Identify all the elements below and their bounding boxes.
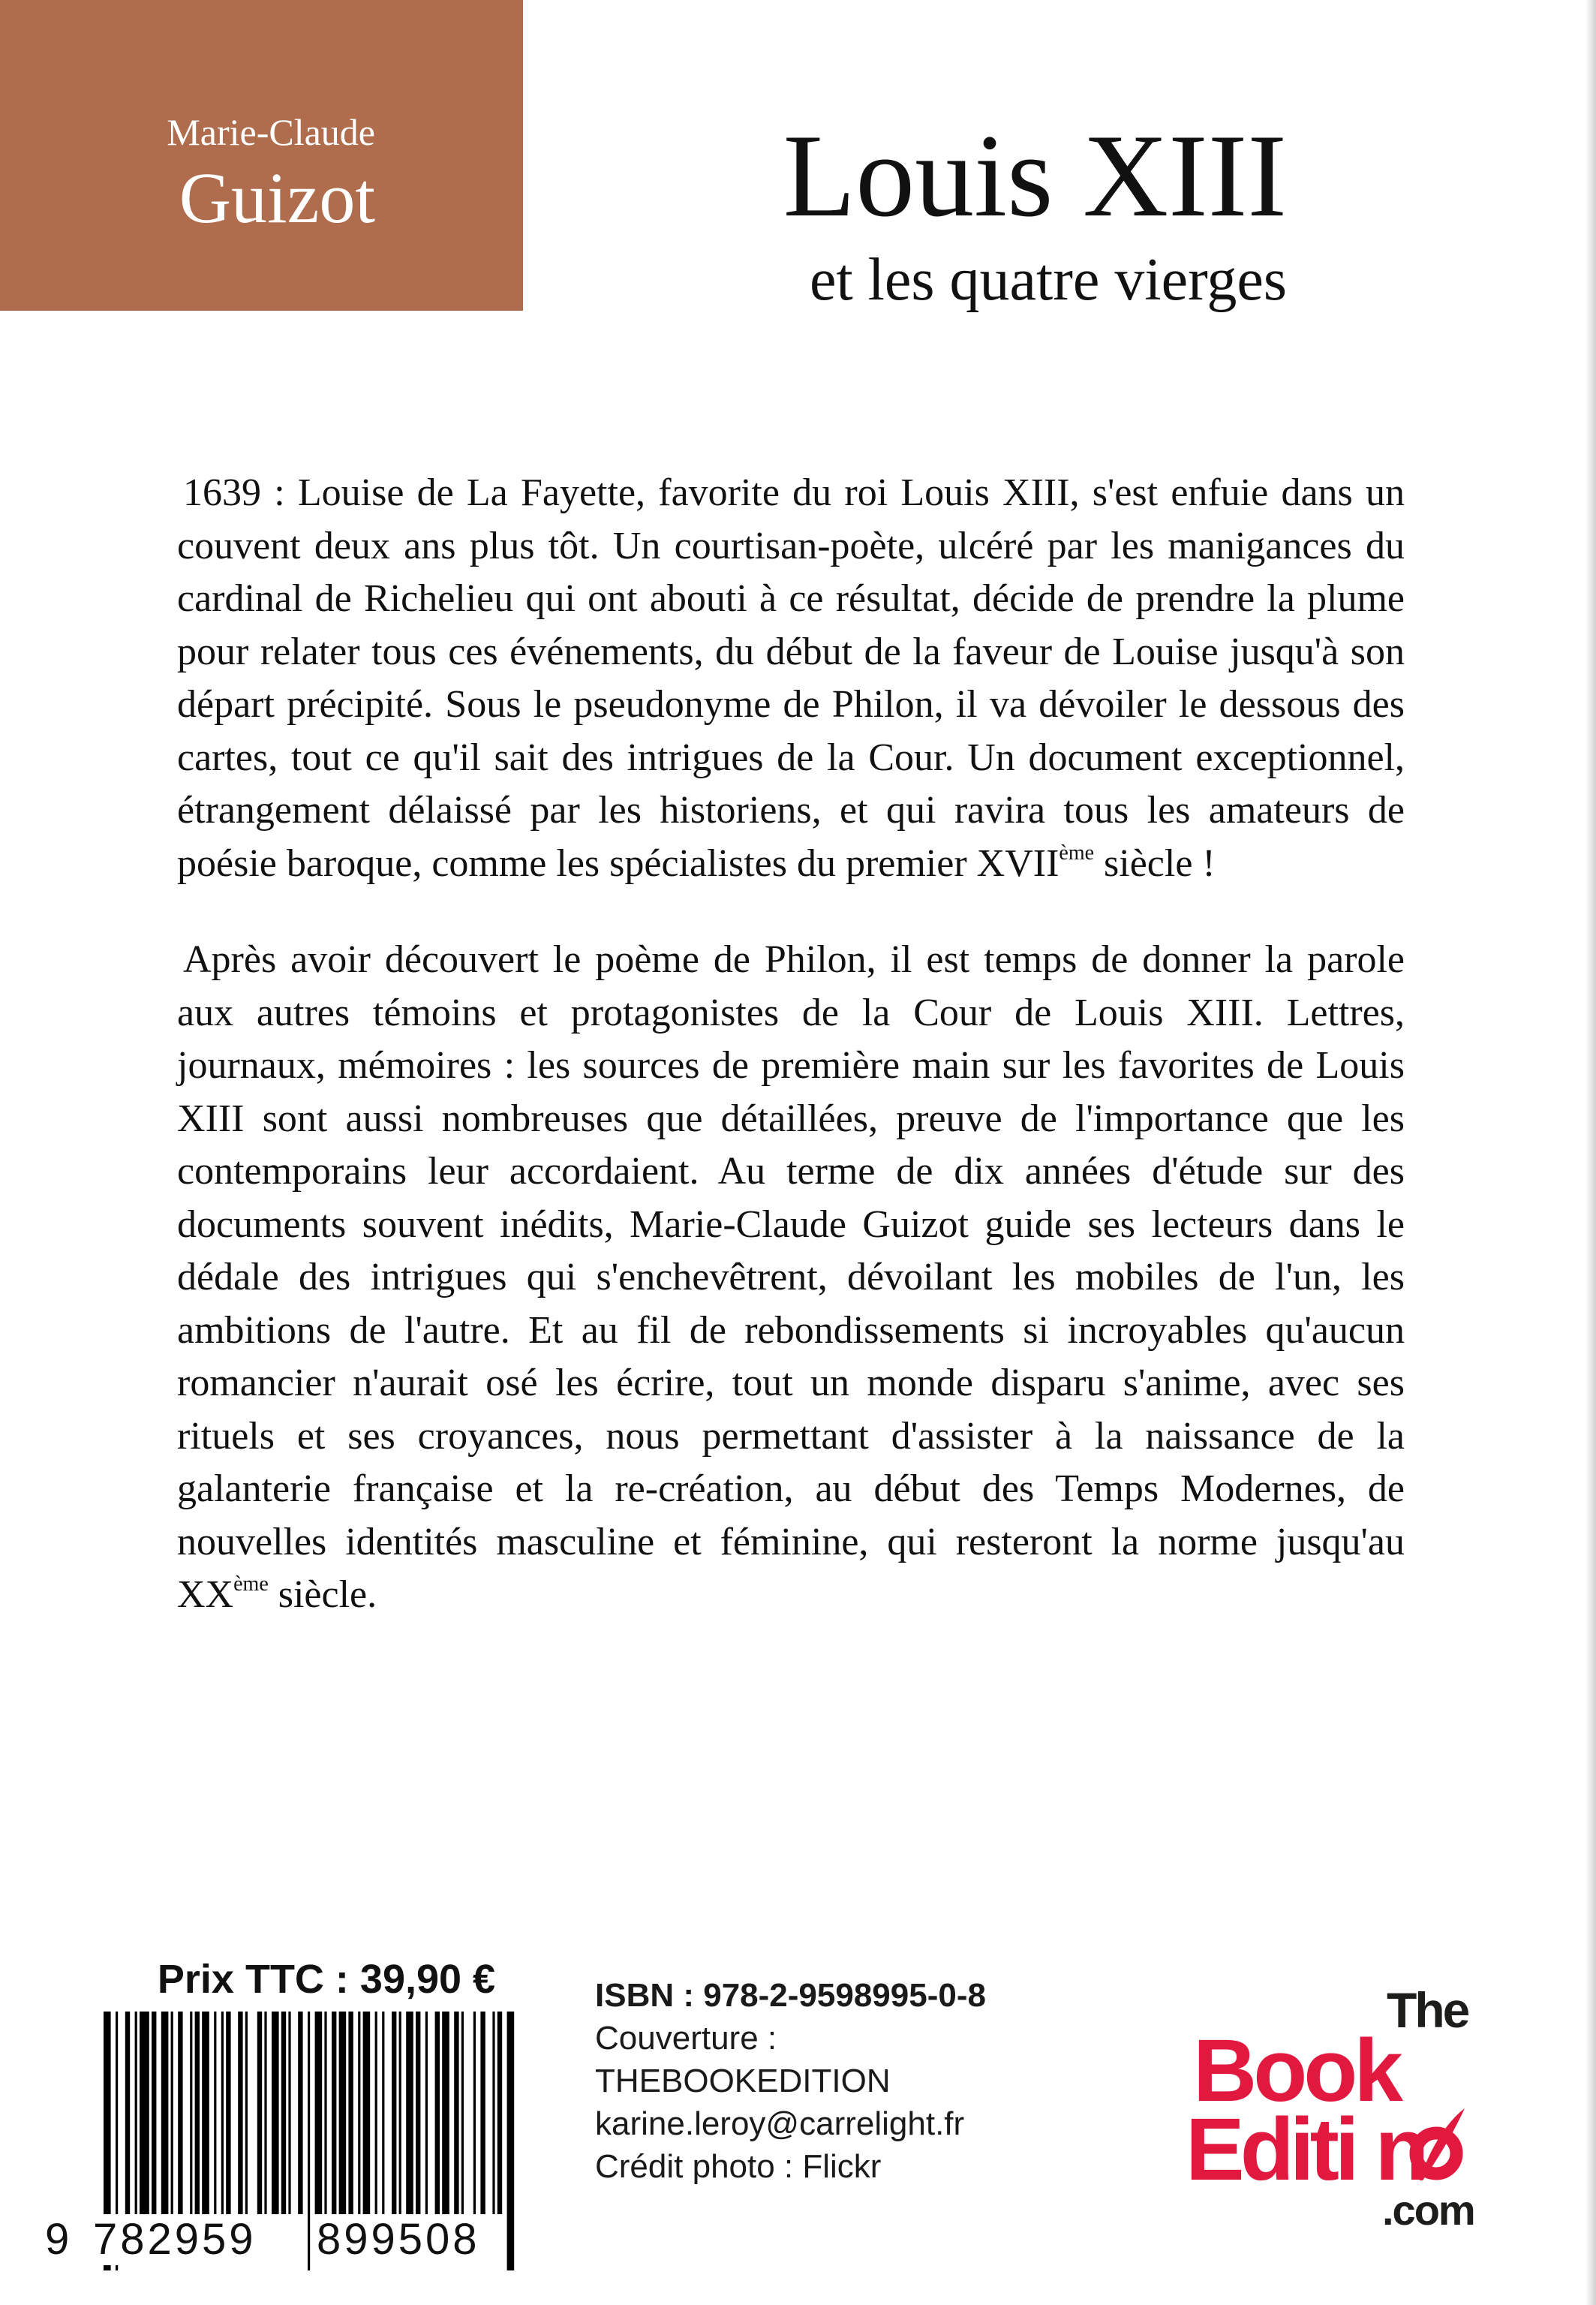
logo-edition: Editi n bbox=[1186, 2100, 1425, 2199]
barcode-bar bbox=[406, 2012, 413, 2214]
barcode-bar bbox=[245, 2012, 248, 2214]
logo-com: .com bbox=[1382, 2186, 1474, 2234]
synopsis bbox=[177, 467, 1405, 1622]
barcode-bar bbox=[425, 2012, 428, 2214]
barcode-bar bbox=[454, 2012, 458, 2214]
barcode-bar bbox=[238, 2012, 242, 2214]
synopsis-p1-tail: siècle ! bbox=[1094, 841, 1216, 885]
synopsis-paragraph-2 bbox=[177, 934, 1405, 1622]
barcode-bar bbox=[375, 2012, 377, 2214]
barcode-bar bbox=[171, 2012, 173, 2214]
page-edge-shadow bbox=[1585, 0, 1596, 2305]
barcode-bar bbox=[382, 2012, 384, 2214]
author-box bbox=[0, 0, 523, 311]
cover-value: THEBOOKEDITION bbox=[595, 2063, 891, 2099]
barcode-bar bbox=[435, 2012, 440, 2214]
barcode-bar bbox=[324, 2012, 326, 2214]
barcode-bar bbox=[288, 2012, 290, 2214]
barcode-bar bbox=[308, 2012, 310, 2270]
barcode-bar bbox=[392, 2012, 396, 2214]
synopsis-paragraph-1 bbox=[177, 467, 1405, 890]
barcode-left-digits: 782959 bbox=[93, 2215, 257, 2264]
barcode-bar bbox=[125, 2012, 130, 2214]
barcode-bar bbox=[507, 2012, 515, 2270]
barcode-bar bbox=[461, 2012, 464, 2214]
barcode-lead-digit: 9 bbox=[45, 2215, 70, 2264]
barcode-bar bbox=[178, 2012, 182, 2214]
barcode-bar bbox=[281, 2012, 286, 2214]
barcode-bar bbox=[152, 2012, 156, 2214]
publication-info bbox=[595, 1974, 1120, 2188]
barcode-bar bbox=[135, 2012, 137, 2214]
author-last-name: Guizot bbox=[179, 158, 375, 238]
synopsis-p1-superscript: ème bbox=[1059, 841, 1095, 865]
author-first-name: Marie-Claude bbox=[167, 111, 375, 153]
barcode-bar bbox=[272, 2012, 279, 2214]
barcode-bar bbox=[473, 2012, 476, 2214]
barcode-bar bbox=[195, 2012, 200, 2214]
barcode-bar bbox=[257, 2012, 262, 2214]
barcode-bar bbox=[140, 2012, 149, 2214]
synopsis-p2-superscript: ème bbox=[233, 1572, 269, 1596]
photo-credit: Crédit photo : Flickr bbox=[595, 2148, 882, 2185]
barcode-bar bbox=[264, 2012, 266, 2214]
barcode-bar bbox=[442, 2012, 449, 2214]
barcode-bar bbox=[348, 2012, 353, 2214]
barcode-bar bbox=[298, 2012, 302, 2214]
barcode-bar bbox=[492, 2012, 494, 2214]
barcode-bar bbox=[161, 2012, 169, 2214]
barcode-bar bbox=[315, 2012, 323, 2214]
barcode-bar bbox=[339, 2012, 347, 2214]
book-subtitle: et les quatre vierges bbox=[809, 247, 1287, 313]
synopsis-p2-tail: siècle. bbox=[268, 1573, 377, 1616]
barcode-bar bbox=[416, 2012, 420, 2214]
barcode-bar bbox=[221, 2012, 224, 2214]
price-label: Prix TTC : 39,90 € bbox=[157, 1957, 496, 2002]
cover-label: Couverture : bbox=[595, 2020, 777, 2057]
contact-email: karine.leroy@carrelight.fr bbox=[595, 2105, 965, 2142]
barcode-bar bbox=[226, 2012, 230, 2214]
barcode-bar bbox=[202, 2012, 209, 2214]
barcode-bar bbox=[363, 2012, 371, 2214]
barcode-right-digits: 899508 bbox=[317, 2215, 480, 2264]
logo-the: The bbox=[1387, 1982, 1468, 2038]
barcode-bar bbox=[332, 2012, 336, 2214]
barcode-bar bbox=[358, 2012, 360, 2214]
barcode-bar bbox=[214, 2012, 216, 2214]
book-title: Louis XIII bbox=[783, 110, 1287, 242]
quill-icon bbox=[1408, 2105, 1468, 2188]
barcode-bar bbox=[480, 2012, 485, 2214]
barcode-bar bbox=[497, 2012, 502, 2214]
synopsis-p2-text: Après avoir découvert le poème de Philon, il est temps de donner la parole aux autres témoins et protagonistes de la Cour de Louis XIII. Lettres, journaux, mémoires : les sources de première main sur les favorites de Louis XIII sont aussi nombreuses que détaillées, preuve de l'importance que les contemporains leur accordaient. Au terme de dix années d'étude sur des documents souvent inédits, Marie-Claude Guizot guide ses lecteurs dans le dédale des intrigues qui s'enchevêtrent, dévoilant les mobiles de l'un, les ambitions de l'autre. Et au fil de rebondissements si incroyables qu'aucun romancier n'aurait osé les écrire, tout un monde disparu s'anime, avec ses rituels et ses croyances, nous permettant d'assister à la naissance de la galanterie française et la re-création, au début des Temps Modernes, de nouvelles identités masculine et féminine, qui resteront la norme jusqu'au XX bbox=[177, 938, 1405, 1616]
synopsis-p1-text: 1639 : Louise de La Fayette, favorite du roi Louis XIII, s'est enfuie dans un couvent deux ans plus tôt. Un courtisan-poète, ulcéré par les manigances du cardinal de Richelieu qui ont abouti à ce résultat, décide de prendre la plume pour relater tous ces événements, du début de la faveur de Louise jusqu'à son départ précipité. Sous le pseudonyme de Philon, il va dévoiler le dessous des cartes, tout ce qu'il sait des intrigues de la Cour. Un document exceptionnel, étrangement délaissé par les historiens, et qui ravira tous les amateurs de poésie baroque, comme les spécialistes du premier XVII bbox=[177, 471, 1405, 885]
barcode-bar bbox=[399, 2012, 401, 2214]
thebookedition-logo bbox=[1186, 1982, 1501, 2244]
isbn: ISBN : 978-2-9598995-0-8 bbox=[595, 1977, 986, 2014]
logo-book: Book bbox=[1193, 2021, 1399, 2120]
barcode-bar bbox=[190, 2012, 192, 2214]
